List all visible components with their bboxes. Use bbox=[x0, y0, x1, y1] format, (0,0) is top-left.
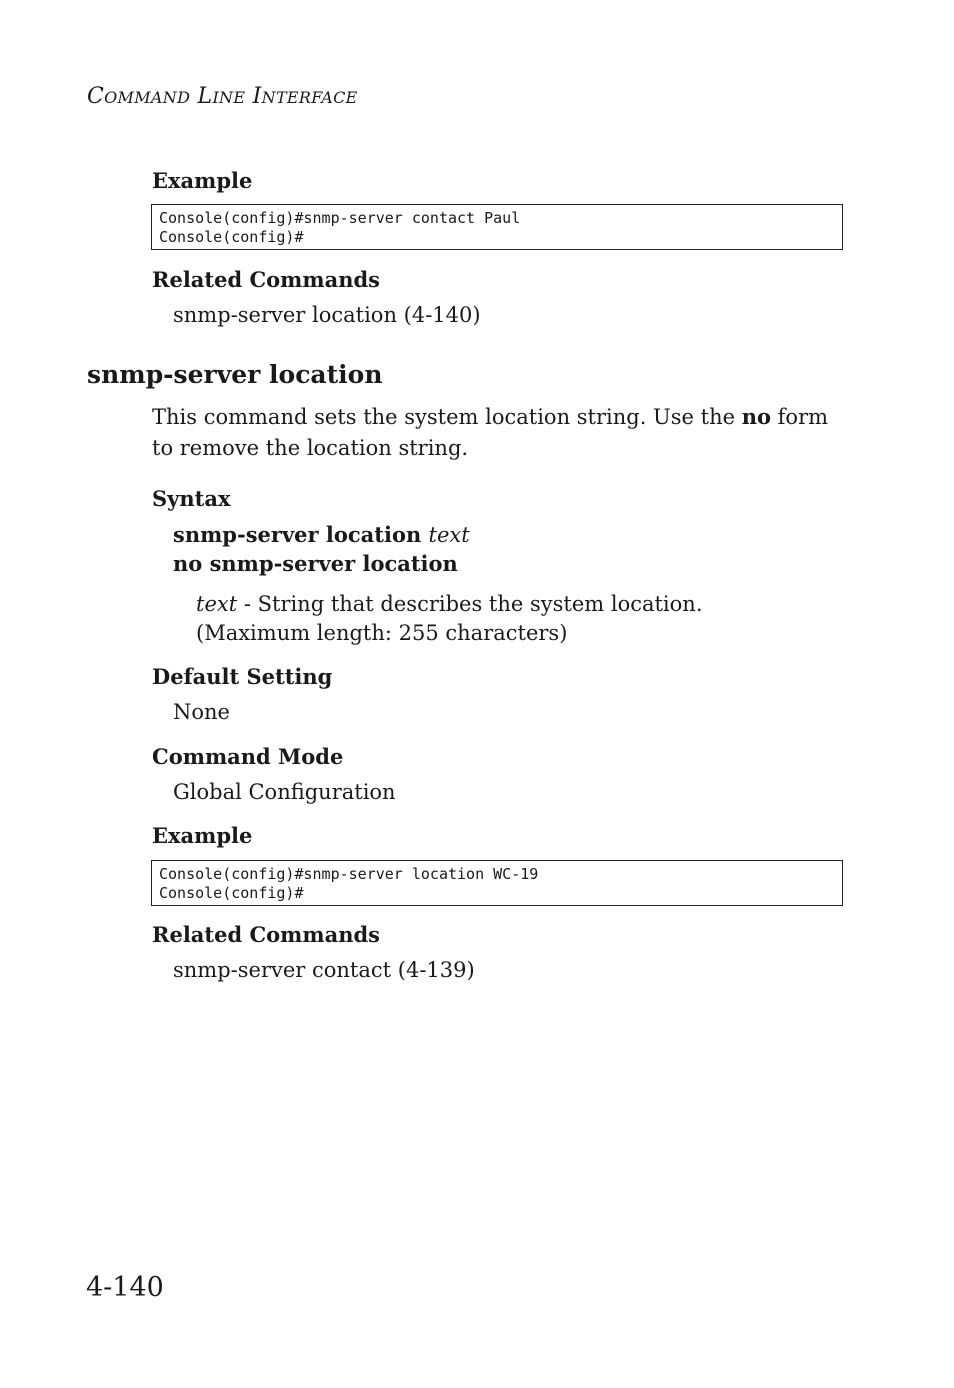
command-mode-label: Command Mode bbox=[152, 744, 344, 769]
default-setting-value: None bbox=[173, 700, 230, 724]
page-number: 4-140 bbox=[86, 1272, 164, 1303]
related-commands-label: Related Commands bbox=[152, 922, 380, 947]
command-mode-value: Global Configuration bbox=[173, 780, 396, 804]
related-command-link: snmp-server location (4-140) bbox=[173, 303, 481, 327]
example-label: Example bbox=[152, 168, 253, 193]
example-label: Example bbox=[152, 823, 253, 848]
parameter-max-length: (Maximum length: 255 characters) bbox=[196, 621, 568, 645]
syntax-no-command: no snmp-server location bbox=[173, 551, 458, 576]
syntax-command: snmp-server location text bbox=[173, 522, 470, 547]
section-title: snmp-server location bbox=[87, 360, 383, 389]
parameter-description: text - String that describes the system location. bbox=[196, 592, 703, 616]
related-command-link: snmp-server contact (4-139) bbox=[173, 958, 475, 982]
code-example-location bbox=[151, 860, 843, 906]
code-line: Console(config)#snmp-server contact Paul bbox=[159, 209, 521, 227]
code-example-contact bbox=[151, 204, 843, 250]
syntax-label: Syntax bbox=[152, 486, 231, 511]
related-commands-label: Related Commands bbox=[152, 267, 380, 292]
command-description: This command sets the system location string. Use the no form to remove the location string. bbox=[152, 404, 829, 460]
code-line: Console(config)# bbox=[159, 884, 304, 902]
code-line: Console(config)# bbox=[159, 228, 304, 246]
running-head: COMMAND LINE INTERFACE bbox=[87, 84, 358, 109]
code-line: Console(config)#snmp-server location WC-19 bbox=[159, 865, 539, 883]
default-setting-label: Default Setting bbox=[152, 664, 333, 689]
